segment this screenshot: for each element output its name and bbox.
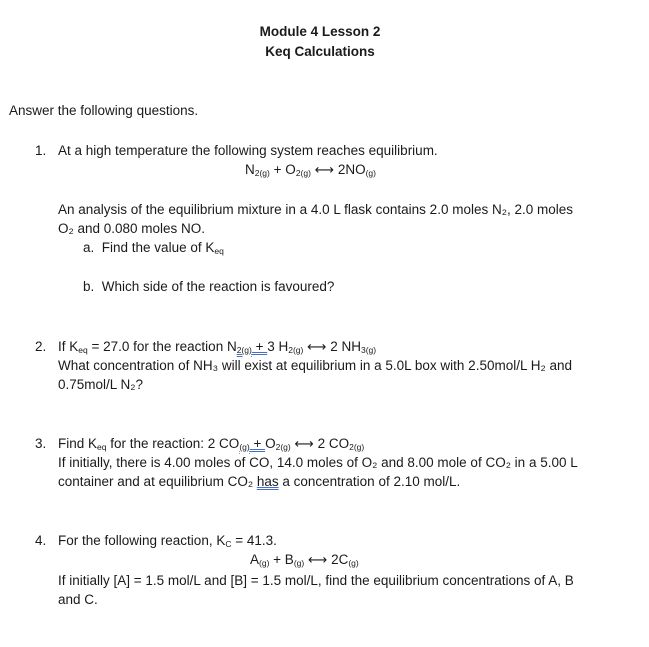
q2-h2: 3 H [267, 339, 289, 354]
q2-arrow: ⟷ [303, 339, 331, 354]
q3-line3-suffix: a concentration of 2.10 mol/L. [278, 474, 461, 489]
eq4-a-sub: (g) [259, 558, 270, 568]
question-3-line2: If initially, there is 4.00 moles of CO, 14.0 moles of O₂ and 8.00 mole of CO₂ in a 5.00 L [58, 455, 578, 470]
q3-arrow: ⟷ [290, 436, 318, 451]
q2-mid: = 27.0 for the reaction N [87, 339, 237, 354]
part-a-sub: eq [214, 246, 224, 256]
question-3-number: 3. [35, 436, 47, 451]
page-title: Module 4 Lesson 2 [259, 24, 381, 39]
question-1-part-a [83, 240, 224, 255]
eq4-product: 2C [331, 552, 349, 567]
q2-prefix: If K [58, 339, 79, 354]
question-4-line2: If initially [A] = 1.5 mol/L and [B] = 1.5 mol/L, find the equilibrium concentrations of A, B [58, 573, 574, 588]
q2-product-sub: 3(g) [360, 345, 377, 355]
part-b-label: b. [83, 279, 95, 294]
question-1-part-b [83, 279, 334, 294]
question-1-text: At a high temperature the following system reaches equilibrium. [58, 143, 438, 158]
q3-o2: O [265, 436, 276, 451]
q3-keq-sub: eq [97, 442, 107, 452]
q3-co-sub: (g) [239, 442, 250, 452]
page-subtitle: Keq Calculations [265, 44, 375, 59]
question-4-line3: and C. [58, 592, 98, 607]
instructions: Answer the following questions. [9, 103, 199, 118]
part-b-text: Which side of the reaction is favoured? [101, 279, 335, 294]
q3-product-sub: 2(g) [349, 442, 365, 452]
q4-kc-sub: C [225, 539, 232, 549]
eq1-plus: + [273, 162, 282, 177]
q4-prefix: For the following reaction, K [58, 533, 226, 548]
question-4-line1 [58, 533, 277, 548]
eq1-o2: O [285, 162, 296, 177]
eq4-b-sub: (g) [293, 558, 305, 568]
question-1-analysis-line1: An analysis of the equilibrium mixture in a 4.0 L flask contains 2.0 moles N₂, 2.0 moles [58, 202, 573, 217]
q2-plus: + [251, 339, 268, 354]
q3-o2-sub: 2(g) [275, 442, 291, 452]
question-4-number: 4. [35, 533, 47, 548]
eq1-n2: N [245, 162, 255, 177]
q3-mid: for the reaction: 2 CO [106, 436, 240, 451]
q3-has: has [256, 474, 279, 489]
eq4-arrow: ⟷ [304, 552, 332, 567]
question-2-line2: What concentration of NH₃ will exist at equilibrium in a 5.0L box with 2.50mol/L H₂ and [58, 358, 572, 373]
eq4-a: A [250, 552, 260, 567]
q2-h2-sub: 2(g) [288, 345, 304, 355]
eq4-b: B [284, 552, 294, 567]
q2-keq-sub: eq [78, 345, 88, 355]
q3-plus: + [249, 436, 266, 451]
question-3-line3 [58, 474, 460, 489]
question-2-line1 [58, 339, 376, 355]
question-4-equation [250, 552, 359, 568]
eq1-o2-sub: 2(g) [295, 168, 311, 178]
question-2-number: 2. [35, 339, 47, 354]
eq4-plus: + [269, 552, 285, 567]
eq1-product: 2NO [337, 162, 366, 177]
question-2-line3: 0.75mol/L N₂? [58, 377, 144, 392]
eq1-product-sub: (g) [365, 168, 376, 178]
part-a-label: a. [83, 240, 95, 255]
eq1-n2-sub: 2(g) [254, 168, 270, 178]
question-1-number: 1. [35, 143, 47, 158]
q2-product: 2 NH [330, 339, 361, 354]
q3-product: 2 CO [317, 436, 350, 451]
q3-prefix: Find K [58, 436, 98, 451]
question-1-analysis-line2: O₂ and 0.080 moles NO. [58, 221, 206, 236]
question-3-line1 [58, 436, 364, 452]
q2-n2-sub: 2(g) [236, 345, 252, 355]
q3-line3-prefix: container and at equilibrium CO₂ [58, 474, 257, 489]
question-1-equation [245, 162, 376, 178]
part-a-text: Find the value of K [101, 240, 215, 255]
eq1-arrow: ⟷ [314, 162, 335, 177]
q4-suffix: = 41.3. [231, 533, 277, 548]
eq4-product-sub: (g) [348, 558, 359, 568]
